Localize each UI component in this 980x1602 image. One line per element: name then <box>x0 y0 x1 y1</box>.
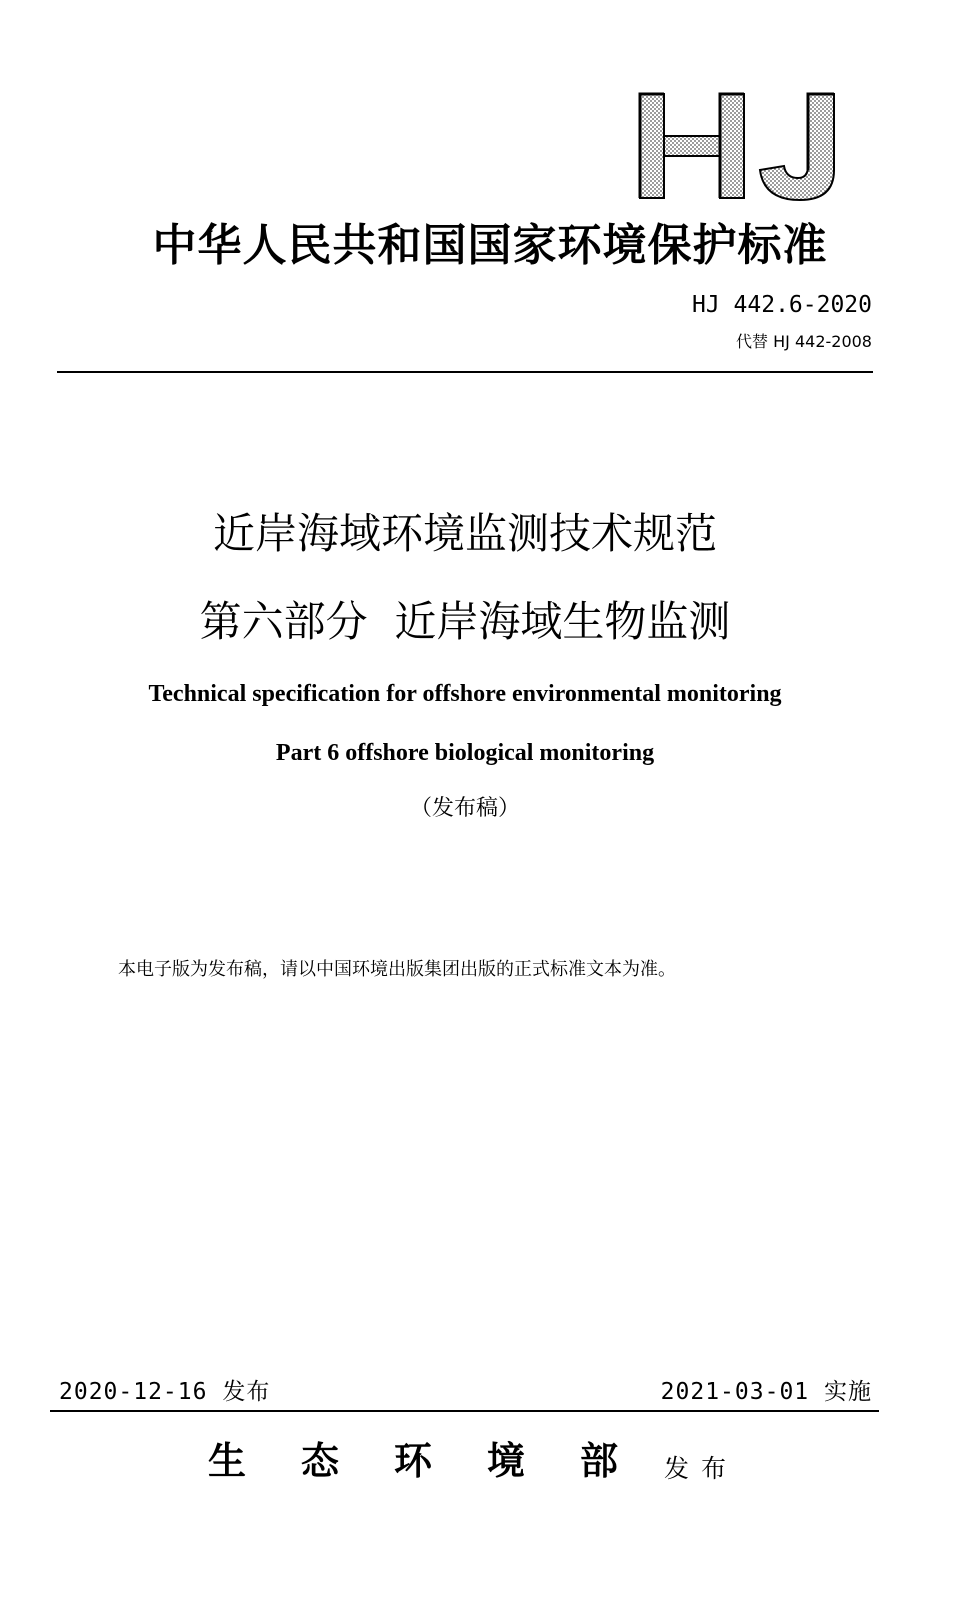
title-english-line-2: Part 6 offshore biological monitoring <box>275 740 655 766</box>
issuing-authority-title: 中华人民共和国国家环境保护标准 <box>152 220 828 271</box>
draft-status-label: （发布稿） <box>409 796 520 821</box>
header-divider <box>57 371 873 373</box>
title-chinese-line-1: 近岸海域环境监测技术规范 <box>212 509 717 558</box>
replaces-standard: 代替 HJ 442-2008 <box>736 332 872 351</box>
title-chinese-line-2: 第六部分 近岸海域生物监测 <box>199 597 731 646</box>
implementation-date: 2021-03-01 实施 <box>660 1379 872 1405</box>
title-english-line-1: Technical specification for offshore environmental monitoring <box>148 681 782 707</box>
hj-standard-logo-icon <box>636 86 846 206</box>
issuing-ministry: 生态环境部 <box>208 1438 674 1483</box>
hj-logo <box>636 86 846 206</box>
publish-label: 发布 <box>664 1454 739 1483</box>
footer-divider <box>50 1410 879 1412</box>
electronic-version-notice: 本电子版为发布稿，请以中国环境出版集团出版的正式标准文本为准。 <box>118 959 676 980</box>
issue-date: 2020-12-16 发布 <box>59 1379 271 1405</box>
standard-number: HJ 442.6-2020 <box>691 292 872 318</box>
